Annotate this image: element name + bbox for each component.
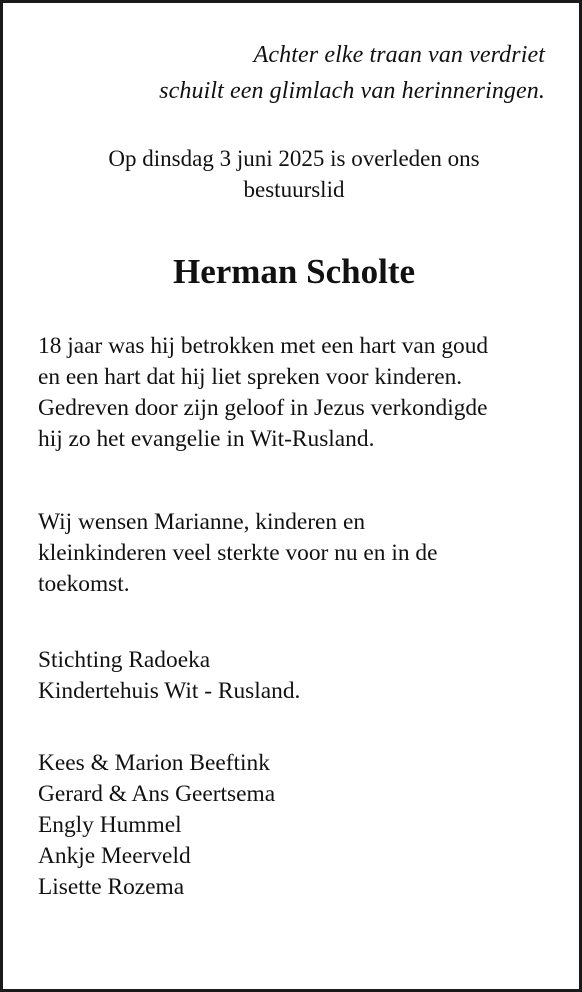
tribute-paragraph bbox=[38, 331, 488, 455]
condolence-line: Wij wensen Marianne, kinderen en bbox=[38, 509, 366, 535]
memorial-quote bbox=[159, 37, 545, 109]
condolence-paragraph bbox=[38, 507, 437, 600]
signatory: Ankje Meerveld bbox=[38, 843, 191, 869]
organization-name: Stichting Radoeka bbox=[38, 647, 211, 673]
signatories-list bbox=[38, 748, 275, 903]
quote-line-1: Achter elke traan van verdriet bbox=[253, 42, 545, 68]
death-announcement-intro bbox=[43, 143, 545, 205]
quote-line-2: schuilt een glimlach van herinneringen. bbox=[159, 78, 545, 104]
intro-line-2: bestuurslid bbox=[243, 177, 345, 202]
signatory: Lisette Rozema bbox=[38, 874, 185, 900]
tribute-line: 18 jaar was hij betrokken met een hart van goud bbox=[38, 333, 489, 359]
organization-subtitle: Kindertehuis Wit - Rusland. bbox=[38, 678, 301, 704]
tribute-line: hij zo het evangelie in Wit-Rusland. bbox=[38, 426, 375, 452]
tribute-line: Gedreven door zijn geloof in Jezus verkondigde bbox=[38, 395, 488, 421]
organization-block bbox=[38, 645, 300, 707]
signatory: Gerard & Ans Geertsema bbox=[38, 781, 276, 807]
condolence-line: toekomst. bbox=[38, 571, 130, 597]
signatory: Engly Hummel bbox=[38, 812, 182, 838]
tribute-line: en een hart dat hij liet spreken voor kinderen. bbox=[38, 364, 463, 390]
deceased-name: Herman Scholte bbox=[172, 252, 416, 291]
signatory: Kees & Marion Beeftink bbox=[38, 750, 270, 776]
intro-line-1: Op dinsdag 3 juni 2025 is overleden ons bbox=[108, 146, 480, 171]
condolence-line: kleinkinderen veel sterkte voor nu en in de bbox=[38, 540, 438, 566]
